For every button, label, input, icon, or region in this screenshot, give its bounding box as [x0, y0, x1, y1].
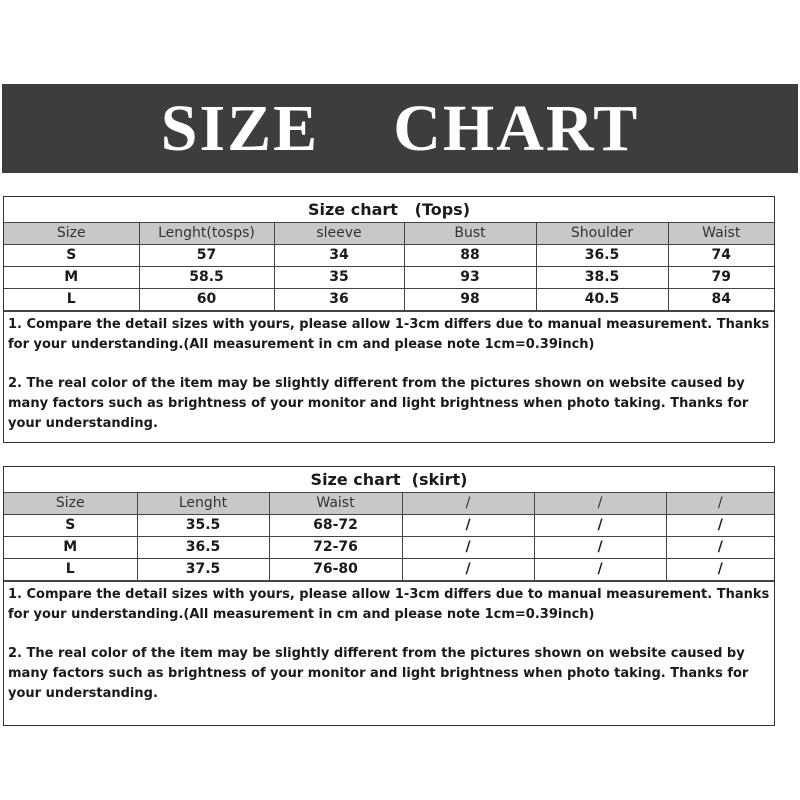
table-cell: 35.5: [137, 515, 269, 537]
table-cell: 37.5: [137, 559, 269, 581]
header-cell: Waist: [269, 493, 402, 515]
table-cell: 76-80: [269, 559, 402, 581]
table-cell: 57: [139, 245, 274, 267]
table-cell: 36.5: [536, 245, 668, 267]
header-cell: /: [666, 493, 774, 515]
table-row: [4, 245, 774, 267]
table-cell: 72-76: [269, 537, 402, 559]
header-cell: /: [402, 493, 534, 515]
tops-size-chart: [3, 196, 775, 443]
note-color: 2. The real color of the item may be slightly different from the pictures shown on website caused by many factors such as brightness of your monitor and light brightness when photo taking. Thanks for your understanding.: [8, 376, 749, 431]
header-cell: Size: [4, 223, 139, 245]
skirt-size-chart: [3, 466, 775, 726]
table-header-row: [4, 493, 774, 515]
table-cell: /: [534, 559, 666, 581]
table-cell: 93: [404, 267, 536, 289]
header-cell: sleeve: [274, 223, 404, 245]
table-row: [4, 515, 774, 537]
table-cell: /: [402, 537, 534, 559]
table-cell: M: [4, 267, 139, 289]
table-cell: 84: [668, 289, 774, 311]
header-cell: Lenght(tosps): [139, 223, 274, 245]
header-cell: Size: [4, 493, 137, 515]
table-cell: 74: [668, 245, 774, 267]
table-cell: 79: [668, 267, 774, 289]
table-cell: M: [4, 537, 137, 559]
banner-title: SIZE CHART: [160, 91, 640, 165]
header-cell: /: [534, 493, 666, 515]
table-cell: 34: [274, 245, 404, 267]
table-cell: 68-72: [269, 515, 402, 537]
table-cell: 38.5: [536, 267, 668, 289]
header-cell: Waist: [668, 223, 774, 245]
table-cell: /: [666, 537, 774, 559]
table-cell: 60: [139, 289, 274, 311]
note-measurement: 1. Compare the detail sizes with yours, please allow 1-3cm differs due to manual measurement. Thanks for your understanding.(All measurement in cm and please note 1cm=0.39inch): [8, 317, 770, 352]
note-color: 2. The real color of the item may be slightly different from the pictures shown on website caused by many factors such as brightness of your monitor and light brightness when photo taking. Thanks for your understanding.: [8, 646, 749, 701]
table-cell: /: [534, 515, 666, 537]
skirt-chart-title: Size chart (skirt): [310, 470, 468, 489]
table-cell: 35: [274, 267, 404, 289]
table-cell: 36: [274, 289, 404, 311]
table-header-row: [4, 223, 774, 245]
table-cell: L: [4, 559, 137, 581]
table-cell: /: [666, 515, 774, 537]
size-chart-banner: [2, 84, 798, 173]
table-cell: 88: [404, 245, 536, 267]
table-cell: 40.5: [536, 289, 668, 311]
table-cell: /: [534, 537, 666, 559]
table-row: [4, 559, 774, 581]
skirt-size-table: [4, 492, 774, 581]
table-row: [4, 537, 774, 559]
table-cell: S: [4, 515, 137, 537]
table-row: [4, 267, 774, 289]
table-cell: 98: [404, 289, 536, 311]
header-cell: Bust: [404, 223, 536, 245]
header-cell: Lenght: [137, 493, 269, 515]
table-cell: S: [4, 245, 139, 267]
table-cell: /: [402, 559, 534, 581]
table-cell: 36.5: [137, 537, 269, 559]
tops-notes: [4, 311, 774, 434]
table-cell: /: [666, 559, 774, 581]
table-cell: /: [402, 515, 534, 537]
tops-chart-title: Size chart (Tops): [307, 200, 471, 219]
table-row: [4, 289, 774, 311]
tops-size-table: [4, 222, 774, 311]
table-cell: L: [4, 289, 139, 311]
header-cell: Shoulder: [536, 223, 668, 245]
skirt-notes: [4, 581, 774, 704]
table-cell: 58.5: [139, 267, 274, 289]
note-measurement: 1. Compare the detail sizes with yours, please allow 1-3cm differs due to manual measurement. Thanks for your understanding.(All measurement in cm and please note 1cm=0.39inch): [8, 587, 770, 622]
